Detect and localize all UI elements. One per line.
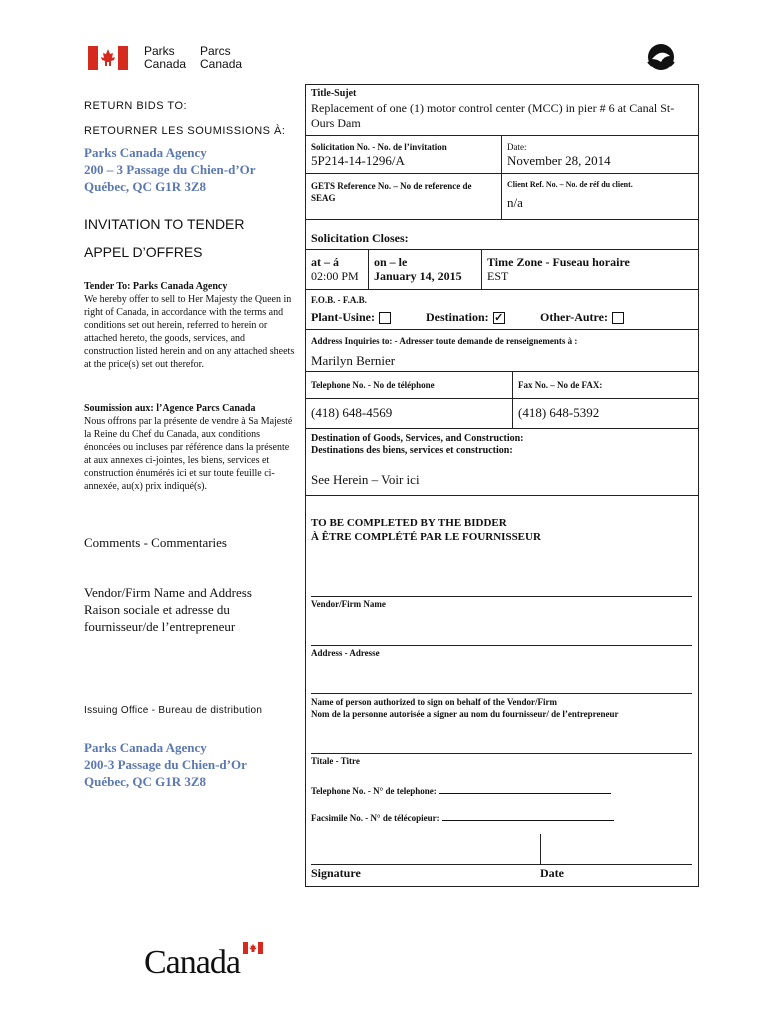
dest-goods-value: See Herein – Voir ici (311, 472, 420, 487)
inquiries-value: Marilyn Bernier (311, 353, 396, 368)
other-option[interactable] (540, 310, 624, 325)
parks-canada-logo (88, 46, 248, 72)
solicitation-no-value: 5P214-14-1296/A (311, 153, 405, 168)
other-label: Other-Autre: (540, 310, 608, 324)
facsimile-field[interactable] (311, 810, 614, 823)
title-label: Title-Sujet (311, 88, 357, 99)
issuing-address-line: Parks Canada Agency (84, 740, 207, 755)
dest-goods-label-en: Destination of Goods, Services, and Construction: (311, 433, 524, 444)
on-label: on – le (374, 255, 408, 269)
plant-option[interactable] (311, 310, 391, 325)
destination-label: Destination: (426, 310, 489, 324)
timezone-label: Time Zone - Fuseau horaire (487, 255, 630, 269)
at-value: 02:00 PM (311, 269, 359, 283)
phone-label: Telephone No. - No de téléphone (311, 380, 435, 390)
signature-label: Signature (311, 866, 361, 880)
fax-label: Fax No. – No de FAX: (518, 380, 603, 390)
destination-option[interactable] (426, 310, 505, 325)
beaver-emblem-icon (646, 42, 676, 72)
telephone-input-line[interactable] (439, 783, 611, 794)
vendor-label-line: Raison sociale et adresse du (84, 602, 230, 617)
date-value: November 28, 2014 (507, 153, 611, 168)
plant-label: Plant-Usine: (311, 310, 375, 324)
return-bids-label: RETURN BIDS TO: (84, 100, 188, 112)
telephone-field-label: Telephone No. - N° de telephone: (311, 786, 437, 796)
dest-goods-label-fr: Destinations des biens, services et construction: (311, 445, 513, 456)
canada-flag-icon (88, 46, 128, 70)
title-value: Replacement of one (1) motor control center (MCC) in pier # 6 at Canal St-Ours Dam (311, 101, 675, 130)
issuing-office-label: Issuing Office - Bureau de distribution (84, 705, 263, 716)
vendor-label-line: fournisseur/de l’entrepreneur (84, 619, 236, 634)
timezone-value: EST (487, 269, 509, 283)
soumission-body: Nous offrons par la présente de vendre à Sa Majesté la Reine du Chef du Canada, aux conditions énoncées ou incluses par référence dans la présente at aux annexes ci-jointes, les biens, services et construction énumérés ici et sur toute feuille ci-annexée, au(x) prix indiqué(s). (84, 416, 293, 492)
bidder-heading-fr: À ÊTRE COMPLÉTÉ PAR LE FOURNISSEUR (311, 531, 541, 543)
return-address (84, 144, 256, 195)
closes-label: Solicitation Closes: (311, 231, 409, 245)
phone-value: (418) 648-4569 (311, 405, 393, 420)
inquiries-label: Address Inquiries to: - Adresser toute demande de renseignements à : (311, 336, 578, 346)
logo-fr-2: Canada (200, 57, 243, 71)
title-field-label: Titale - Titre (311, 756, 360, 766)
vendor-name-label: Vendor/Firm Name (311, 599, 386, 609)
tender-to-block (84, 280, 296, 371)
return-address-line: Parks Canada Agency (84, 145, 207, 160)
issuing-address-line: 200-3 Passage du Chien-d’Or (84, 757, 247, 772)
date-label: Date: (507, 142, 527, 152)
destination-checkbox[interactable]: ✓ (494, 312, 504, 325)
canada-wordmark (144, 942, 268, 982)
bidder-heading (311, 516, 541, 544)
canada-wordmark-text: Canada (144, 944, 240, 981)
tender-to-body: We hereby offer to sell to Her Majesty the Queen in right of Canada, in accordance with the terms and conditions set out herein, referred to herein or attached hereto, the goods, services, and construction listed herein and on any attached sheets at the price(s) set out therefor. (84, 294, 295, 370)
plant-checkbox[interactable] (379, 312, 391, 324)
solicitation-no-label: Solicitation No. - No. de l’invitation (311, 142, 447, 152)
date-field-label: Date (540, 866, 564, 880)
bidder-heading-en: TO BE COMPLETED BY THE BIDDER (311, 517, 507, 529)
logo-en-2: Canada (144, 57, 187, 71)
invitation-title-fr: APPEL D’OFFRES (84, 244, 203, 260)
vendor-label (84, 584, 252, 635)
on-value: January 14, 2015 (374, 269, 462, 283)
logo-fr-1: Parcs (200, 44, 231, 58)
tender-to-title: Tender To: Parks Canada Agency (84, 281, 228, 292)
other-checkbox[interactable] (612, 312, 624, 324)
facsimile-field-label: Facsimile No. - N° de télécopieur: (311, 813, 440, 823)
authorized-person-en: Name of person authorized to sign on behalf of the Vendor/Firm (311, 697, 557, 707)
issuing-office-address (84, 739, 247, 790)
issuing-address-line: Québec, QC G1R 3Z8 (84, 774, 207, 789)
facsimile-input-line[interactable] (442, 810, 614, 821)
invitation-title: INVITATION TO TENDER (84, 216, 245, 232)
logo-en-1: Parks (144, 44, 175, 58)
gets-label: GETS Reference No. – No de reference de SEAG (311, 181, 472, 203)
return-bids-label-fr: RETOURNER LES SOUMISSIONS À: (84, 125, 286, 137)
return-address-line: Québec, QC G1R 3Z8 (84, 179, 207, 194)
dest-goods-label (311, 433, 524, 457)
return-address-line: 200 – 3 Passage du Chien-d’Or (84, 162, 256, 177)
soumission-block (84, 402, 296, 493)
telephone-field[interactable] (311, 783, 611, 796)
fob-label: F.O.B. - F.A.B. (311, 295, 367, 305)
client-ref-value: n/a (507, 195, 523, 210)
address-label: Address - Adresse (311, 648, 380, 658)
authorized-person-fr: Nom de la personne autorisée a signer au nom du fournisseur/ de l’entrepreneur (311, 709, 619, 719)
wordmark-flag-icon (243, 942, 263, 954)
soumission-title: Soumission aux: l’Agence Parcs Canada (84, 403, 256, 414)
at-label: at – á (311, 255, 339, 269)
vendor-label-line: Vendor/Firm Name and Address (84, 585, 252, 600)
authorized-person-label (311, 696, 619, 720)
fax-value: (418) 648-5392 (518, 405, 600, 420)
client-ref-label: Client Ref. No. – No. de réf du client. (507, 180, 633, 189)
comments-label: Comments - Commentaries (84, 535, 227, 550)
